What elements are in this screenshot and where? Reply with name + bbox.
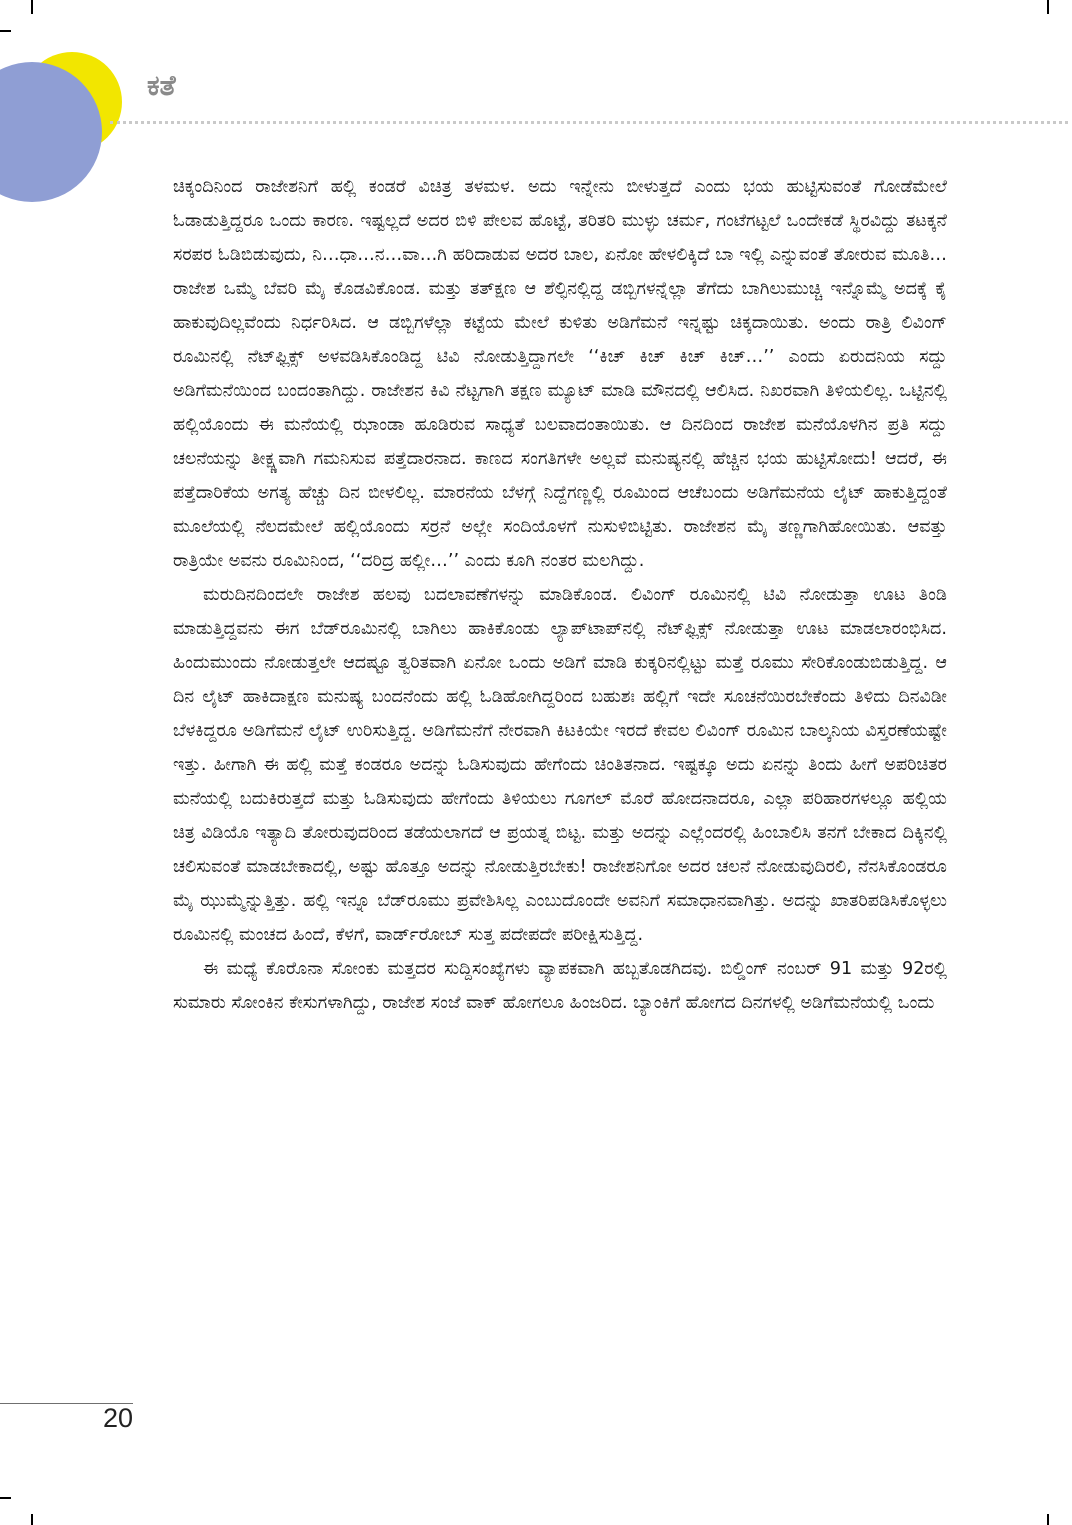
crop-mark-left-top	[0, 30, 11, 32]
header-dotted-rule	[110, 121, 1068, 124]
crop-mark-left-bottom	[0, 1497, 11, 1499]
crop-mark-top-left	[31, 0, 33, 14]
article-paragraph: ಮರುದಿನದಿಂದಲೇ ರಾಜೇಶ ಹಲವು ಬದಲಾವಣೆಗಳನ್ನು ಮಾಡಿಕೊಂಡ. ಲಿವಿಂಗ್ ರೂಮಿನಲ್ಲಿ ಟಿವಿ ನೋಡುತ್ತಾ ಊಟ ತಿಂಡಿ ಮಾಡುತ್ತಿದ್ದವನು ಈಗ ಬೆಡ್‌ರೂಮಿನಲ್ಲಿ ಬಾಗಿಲು ಹಾಕಿಕೊಂಡು ಲ್ಯಾಪ್‌ಟಾಪ್‌ನಲ್ಲಿ ನೆಟ್‌ಫ್ಲಿಕ್ಸ್ ನೋಡುತ್ತಾ ಊಟ ಮಾಡಲಾರಂಭಿಸಿದ. ಹಿಂದುಮುಂದು ನೋಡುತ್ತಲೇ ಆದಷ್ಟೂ ತ್ವರಿತವಾಗಿ ಏನೋ ಒಂದು ಅಡಿಗೆ ಮಾಡಿ ಕುಕ್ಕರಿನಲ್ಲಿಟ್ಟು ಮತ್ತೆ ರೂಮು ಸೇರಿಕೊಂಡುಬಿಡುತ್ತಿದ್ದ. ಆ ದಿನ ಲೈಟ್ ಹಾಕಿದಾಕ್ಷಣ ಮನುಷ್ಯ ಬಂದನೆಂದು ಹಲ್ಲಿ ಓಡಿಹೋಗಿದ್ದರಿಂದ ಬಹುಶಃ ಹಲ್ಲಿಗೆ ಇದೇ ಸೂಚನೆಯಿರಬೇಕೆಂದು ತಿಳಿದು ದಿನವಿಡೀ ಬೆಳಕಿದ್ದರೂ ಅಡಿಗೆಮನೆ ಲೈಟ್ ಉರಿಸುತ್ತಿದ್ದ. ಅಡಿಗೆಮನೆಗೆ ನೇರವಾಗಿ ಕಿಟಕಿಯೇ ಇರದೆ ಕೇವಲ ಲಿವಿಂಗ್ ರೂಮಿನ ಬಾಲ್ಕನಿಯ ವಿಸ್ತರಣೆಯಷ್ಟೇ ಇತ್ತು. ಹೀಗಾಗಿ ಈ ಹಲ್ಲಿ ಮತ್ತೆ ಕಂಡರೂ ಅದನ್ನು ಓಡಿಸುವುದು ಹೇಗೆಂದು ಚಿಂತಿತನಾದ. ಇಷ್ಟಕ್ಕೂ ಅದು ಏನನ್ನು ತಿಂದು ಹೀಗೆ ಅಪರಿಚಿತರ ಮನೆಯಲ್ಲಿ ಬದುಕಿರುತ್ತದೆ ಮತ್ತು ಓಡಿಸುವುದು ಹೇಗೆಂದು ತಿಳಿಯಲು ಗೂಗಲ್ ಮೊರೆ ಹೋದನಾದರೂ, ಎಲ್ಲಾ ಪರಿಹಾರಗಳಲ್ಲೂ ಹಲ್ಲಿಯ ಚಿತ್ರ ವಿಡಿಯೊ ಇತ್ಯಾದಿ ತೋರುವುದರಿಂದ ತಡೆಯಲಾಗದೆ ಆ ಪ್ರಯತ್ನ ಬಿಟ್ಟ. ಮತ್ತು ಅದನ್ನು ಎಲ್ಲೆಂದರಲ್ಲಿ ಹಿಂಬಾಲಿಸಿ ತನಗೆ ಬೇಕಾದ ದಿಕ್ಕಿನಲ್ಲಿ ಚಲಿಸುವಂತೆ ಮಾಡಬೇಕಾದಲ್ಲಿ, ಅಷ್ಟು ಹೊತ್ತೂ ಅದನ್ನು ನೋಡುತ್ತಿರಬೇಕು! ರಾಜೇಶನಿಗೋ ಅದರ ಚಲನೆ ನೋಡುವುದಿರಲಿ, ನೆನಸಿಕೊಂಡರೂ ಮೈ ಝುಮ್ಮೆನ್ನುತ್ತಿತ್ತು. ಹಲ್ಲಿ ಇನ್ನೂ ಬೆಡ್‌ರೂಮು ಪ್ರವೇಶಿಸಿಲ್ಲ ಎಂಬುದೊಂದೇ ಅವನಿಗೆ ಸಮಾಧಾನವಾಗಿತ್ತು. ಅದನ್ನು ಖಾತರಿಪಡಿಸಿಕೊಳ್ಳಲು ರೂಮಿನಲ್ಲಿ ಮಂಚದ ಹಿಂದೆ, ಕೆಳಗೆ, ವಾರ್ಡ್‌ರೋಬ್ ಸುತ್ತ ಪದೇಪದೇ ಪರೀಕ್ಷಿಸುತ್ತಿದ್ದ.	[173, 585, 947, 945]
article-paragraph: ಈ ಮಧ್ಯೆ ಕೊರೊನಾ ಸೋಂಕು ಮತ್ತದರ ಸುದ್ದಿಸಂಖ್ಯೆಗಳು ವ್ಯಾಪಕವಾಗಿ ಹಬ್ಬತೊಡಗಿದವು. ಬಿಲ್ಡಿಂಗ್ ನಂಬರ್ 91 ಮತ್ತು 92ರಲ್ಲಿ ಸುಮಾರು ಸೋಂಕಿನ ಕೇಸುಗಳಾಗಿದ್ದು, ರಾಜೇಶ ಸಂಜೆ ವಾಕ್ ಹೋಗಲೂ ಹಿಂಜರಿದ. ಬ್ಯಾಂಕಿಗೆ ಹೋಗದ ದಿನಗಳಲ್ಲಿ ಅಡಿಗೆಮನೆಯಲ್ಲಿ ಒಂದು	[173, 959, 947, 1013]
section-title: ಕತೆ	[147, 69, 176, 102]
article-paragraph: ಚಿಕ್ಕಂದಿನಿಂದ ರಾಜೇಶನಿಗೆ ಹಲ್ಲಿ ಕಂಡರೆ ವಿಚಿತ್ರ ತಳಮಳ. ಅದು ಇನ್ನೇನು ಬೀಳುತ್ತದೆ ಎಂದು ಭಯ ಹುಟ್ಟಿಸುವಂತೆ ಗೋಡೆಮೇಲೆ ಓಡಾಡುತ್ತಿದ್ದರೂ ಒಂದು ಕಾರಣ. ಇಷ್ಟಲ್ಲದೆ ಅದರ ಬಿಳಿ ಪೇಲವ ಹೊಟ್ಟೆ, ತರಿತರಿ ಮುಳ್ಳು ಚರ್ಮ, ಗಂಟೆಗಟ್ಟಲೆ ಒಂದೇಕಡೆ ಸ್ಥಿರವಿದ್ದು ತಟಕ್ಕನೆ ಸರಪರ ಓಡಿಬಿಡುವುದು, ನಿ…ಧಾ…ನ…ವಾ…ಗಿ ಹರಿದಾಡುವ ಅದರ ಬಾಲ, ಏನೋ ಹೇಳಲಿಕ್ಕಿದೆ ಬಾ ಇಲ್ಲಿ ಎನ್ನುವಂತೆ ತೋರುವ ಮೂತಿ… ರಾಜೇಶ ಒಮ್ಮೆ ಬೆವರಿ ಮೈ ಕೊಡವಿಕೊಂಡ. ಮತ್ತು ತತ್‌ಕ್ಷಣ ಆ ಶೆಲ್ಫಿನಲ್ಲಿದ್ದ ಡಬ್ಬಿಗಳನ್ನೆಲ್ಲಾ ತೆಗೆದು ಬಾಗಿಲುಮುಚ್ಚಿ ಇನ್ನೊಮ್ಮೆ ಅದಕ್ಕೆ ಕೈ ಹಾಕುವುದಿಲ್ಲವೆಂದು ನಿರ್ಧರಿಸಿದ. ಆ ಡಬ್ಬಿಗಳೆಲ್ಲಾ ಕಟ್ಟೆಯ ಮೇಲೆ ಕುಳಿತು ಅಡಿಗೆಮನೆ ಇನ್ನಷ್ಟು ಚಿಕ್ಕದಾಯಿತು. ಅಂದು ರಾತ್ರಿ ಲಿವಿಂಗ್ ರೂಮಿನಲ್ಲಿ ನೆಟ್‌ಫ್ಲಿಕ್ಸ್ ಅಳವಡಿಸಿಕೊಂಡಿದ್ದ ಟಿವಿ ನೋಡುತ್ತಿದ್ದಾಗಲೇ ‘‘ಕಿಚ್ ಕಿಚ್ ಕಿಚ್ ಕಿಚ್…’’ ಎಂದು ಏರುದನಿಯ ಸದ್ದು ಅಡಿಗೆಮನೆಯಿಂದ ಬಂದಂತಾಗಿದ್ದು. ರಾಜೇಶನ ಕಿವಿ ನೆಟ್ಟಗಾಗಿ ತಕ್ಷಣ ಮ್ಯೂಟ್ ಮಾಡಿ ಮೌನದಲ್ಲಿ ಆಲಿಸಿದ. ನಿಖರವಾಗಿ ತಿಳಿಯಲಿಲ್ಲ. ಒಟ್ಟಿನಲ್ಲಿ ಹಲ್ಲಿಯೊಂದು ಈ ಮನೆಯಲ್ಲಿ ಝಾಂಡಾ ಹೂಡಿರುವ ಸಾಧ್ಯತೆ ಬಲವಾದಂತಾಯಿತು. ಆ ದಿನದಿಂದ ರಾಜೇಶ ಮನೆಯೊಳಗಿನ ಪ್ರತಿ ಸದ್ದು ಚಲನೆಯನ್ನು ತೀಕ್ಷ್ಣವಾಗಿ ಗಮನಿಸುವ ಪತ್ತೆದಾರನಾದ. ಕಾಣದ ಸಂಗತಿಗಳೇ ಅಲ್ಲವೆ ಮನುಷ್ಯನಲ್ಲಿ ಹೆಚ್ಚಿನ ಭಯ ಹುಟ್ಟಿಸೋದು! ಆದರೆ, ಈ ಪತ್ತೆದಾರಿಕೆಯ ಅಗತ್ಯ ಹೆಚ್ಚು ದಿನ ಬೀಳಲಿಲ್ಲ. ಮಾರನೆಯ ಬೆಳಗ್ಗೆ ನಿದ್ದೆಗಣ್ಣಲ್ಲಿ ರೂಮಿಂದ ಆಚೆಬಂದು ಅಡಿಗೆಮನೆಯ ಲೈಟ್ ಹಾಕುತ್ತಿದ್ದಂತೆ ಮೂಲೆಯಲ್ಲಿ ನೆಲದಮೇಲೆ ಹಲ್ಲಿಯೊಂದು ಸರ್ರನೆ ಅಲ್ಲೇ ಸಂದಿಯೊಳಗೆ ನುಸುಳಿಬಿಟ್ಟಿತು. ರಾಜೇಶನ ಮೈ ತಣ್ಣಗಾಗಿಹೋಯಿತು. ಆವತ್ತು ರಾತ್ರಿಯೇ ಅವನು ರೂಮಿನಿಂದ, ‘‘ದರಿದ್ರ ಹಲ್ಲೀ…’’ ಎಂದು ಕೂಗಿ ನಂತರ ಮಲಗಿದ್ದು.	[173, 177, 947, 571]
crop-mark-top-right	[1047, 0, 1049, 14]
crop-mark-bottom-right	[1047, 1514, 1049, 1525]
page-number: 20	[103, 1403, 134, 1433]
crop-mark-bottom-left	[31, 1514, 33, 1525]
article-body	[173, 170, 947, 1020]
